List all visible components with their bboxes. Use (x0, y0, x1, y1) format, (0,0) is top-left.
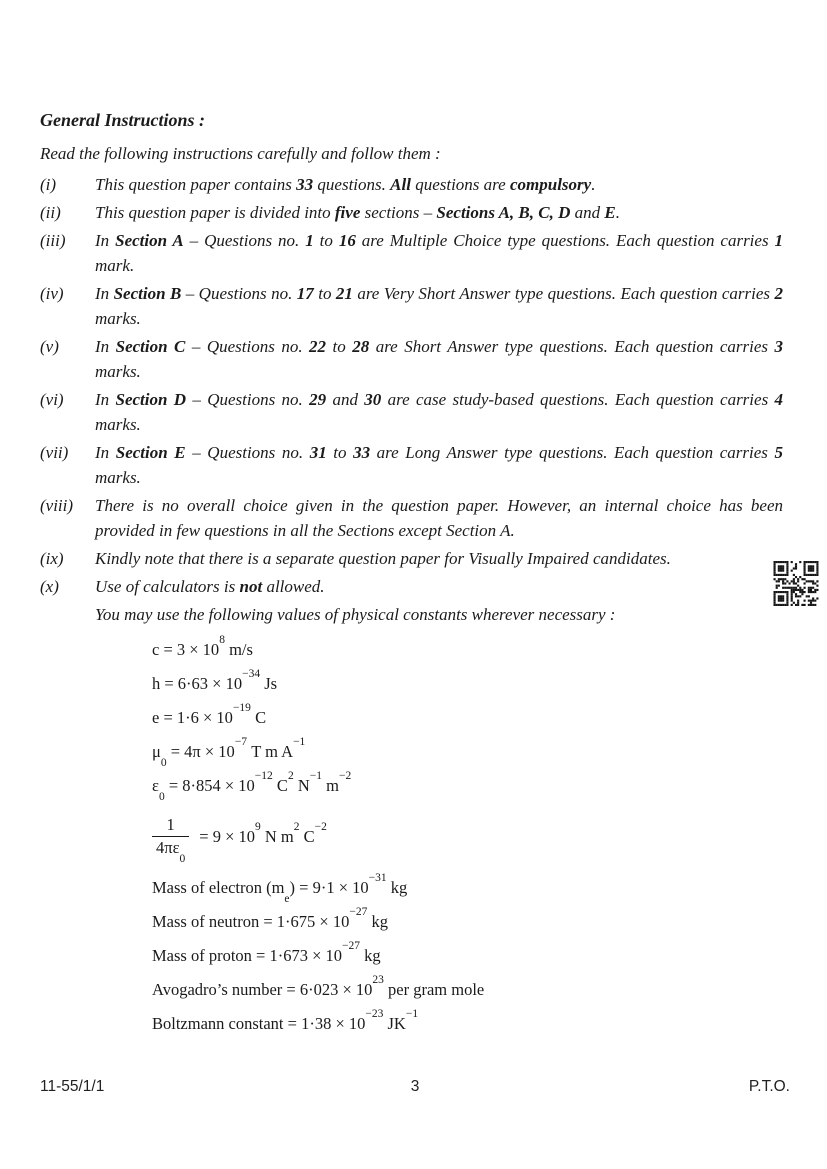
constants-intro: You may use the following values of physical constants wherever necessary : (95, 605, 616, 624)
fraction-numerator: 1 (166, 815, 175, 835)
constant-text: $c = 3 \times 10^8$ m/s (152, 634, 253, 659)
instruction-label: (vi) (40, 390, 64, 409)
instruction-text: In Section A – Questions no. 1 to 16 are Multiple Choice type questions. Each question carries 1 mark. (95, 231, 784, 275)
paper-code: 11-55/1/1 (40, 1078, 105, 1095)
instruction-item (40, 546, 783, 571)
constant-row (152, 667, 783, 701)
instruction-label: (ix) (40, 549, 64, 568)
constant-row (152, 973, 783, 1007)
constant-text: Mass of neutron = $1\cdot 675 \times 10^{-27}$ kg (152, 906, 388, 931)
instruction-text: This question paper contains 33 questions. All questions are compulsory. (95, 175, 596, 194)
instruction-item (40, 281, 783, 331)
instruction-text: In Section B – Questions no. 17 to 21 are Very Short Answer type questions. Each question carries 2 marks. (95, 284, 783, 328)
instruction-label: (v) (40, 337, 59, 356)
constant-row (152, 905, 783, 939)
fraction-denominator: $4\pi\varepsilon_0$ (152, 836, 189, 859)
qr-code-svg (772, 561, 820, 606)
constant-text: Mass of electron $(m_e) = 9\cdot 1 \times 10^{-31}$ kg (152, 872, 408, 905)
instruction-text: In Section E – Questions no. 31 to 33 are Long Answer type questions. Each question carries 5 marks. (95, 443, 783, 487)
constant-row (152, 735, 783, 769)
instruction-label: (ii) (40, 203, 61, 222)
page-footer (40, 1078, 790, 1096)
fraction (152, 815, 189, 865)
constant-text: Mass of proton = $1\cdot 673 \times 10^{-27}$ kg (152, 940, 381, 965)
constants-list (152, 633, 783, 1041)
page-content (40, 0, 783, 1041)
instruction-text: This question paper is divided into five sections – Sections A, B, C, D and E. (95, 203, 620, 222)
constant-text: Boltzmann constant = $1\cdot 38 \times 10^{-23}$ $JK^{-1}$ (152, 1008, 419, 1033)
constant-row (152, 769, 783, 803)
constant-row (152, 1007, 783, 1041)
instructions-list (40, 172, 783, 599)
page-subtitle: Read the following instructions carefully and follow them : (40, 144, 441, 163)
instruction-item (40, 172, 783, 197)
instruction-item (40, 574, 783, 599)
constant-row (152, 633, 783, 667)
constant-text: $h = 6\cdot 63 \times 10^{-34}$ Js (152, 668, 278, 693)
instruction-text: Use of calculators is not allowed. (95, 577, 325, 596)
constant-text: $\mu_0 = 4\pi \times 10^{-7}$ T m $A^{-1}$ (152, 736, 306, 769)
instruction-item (40, 493, 783, 543)
constant-fraction-row (152, 803, 783, 871)
constant-row (152, 701, 783, 735)
instruction-label: (viii) (40, 496, 74, 515)
qr-code-image (772, 561, 820, 606)
constant-row (152, 871, 783, 905)
instruction-item (40, 200, 783, 225)
instruction-text: There is no overall choice given in the question paper. However, an internal choice has been provided in few questions in all the Sections except Section A. (95, 496, 783, 540)
page-title: General Instructions : (40, 110, 206, 130)
constant-text: $e = 1\cdot 6 \times 10^{-19}$ C (152, 702, 267, 727)
instruction-label: (i) (40, 175, 57, 194)
instruction-text: Kindly note that there is a separate question paper for Visually Impaired candidates. (95, 549, 671, 568)
instruction-label: (vii) (40, 443, 69, 462)
constant-text: Avogadro’s number = $6\cdot 023 \times 10^{23}$ per gram mole (152, 974, 485, 999)
constant-text: = $9 \times 10^9$ N $m^2$ $C^{-2}$ (199, 821, 327, 846)
instruction-text: In Section D – Questions no. 29 and 30 are case study-based questions. Each question carries 4 marks. (95, 390, 784, 434)
constant-row (152, 939, 783, 973)
constant-text: $\varepsilon_0 = 8\cdot 854 \times 10^{-12}$ $C^2$ $N^{-1}$ $m^{-2}$ (152, 770, 352, 803)
instruction-item (40, 228, 783, 278)
instruction-item (40, 440, 783, 490)
instruction-item (40, 387, 783, 437)
instruction-label: (iii) (40, 231, 66, 250)
pto-label: P.T.O. (748, 1078, 790, 1095)
page-number: 3 (410, 1078, 420, 1095)
instruction-label: (x) (40, 577, 59, 596)
instruction-text: In Section C – Questions no. 22 to 28 are Short Answer type questions. Each question carries 3 marks. (95, 337, 783, 381)
instruction-label: (iv) (40, 284, 64, 303)
instruction-item (40, 334, 783, 384)
